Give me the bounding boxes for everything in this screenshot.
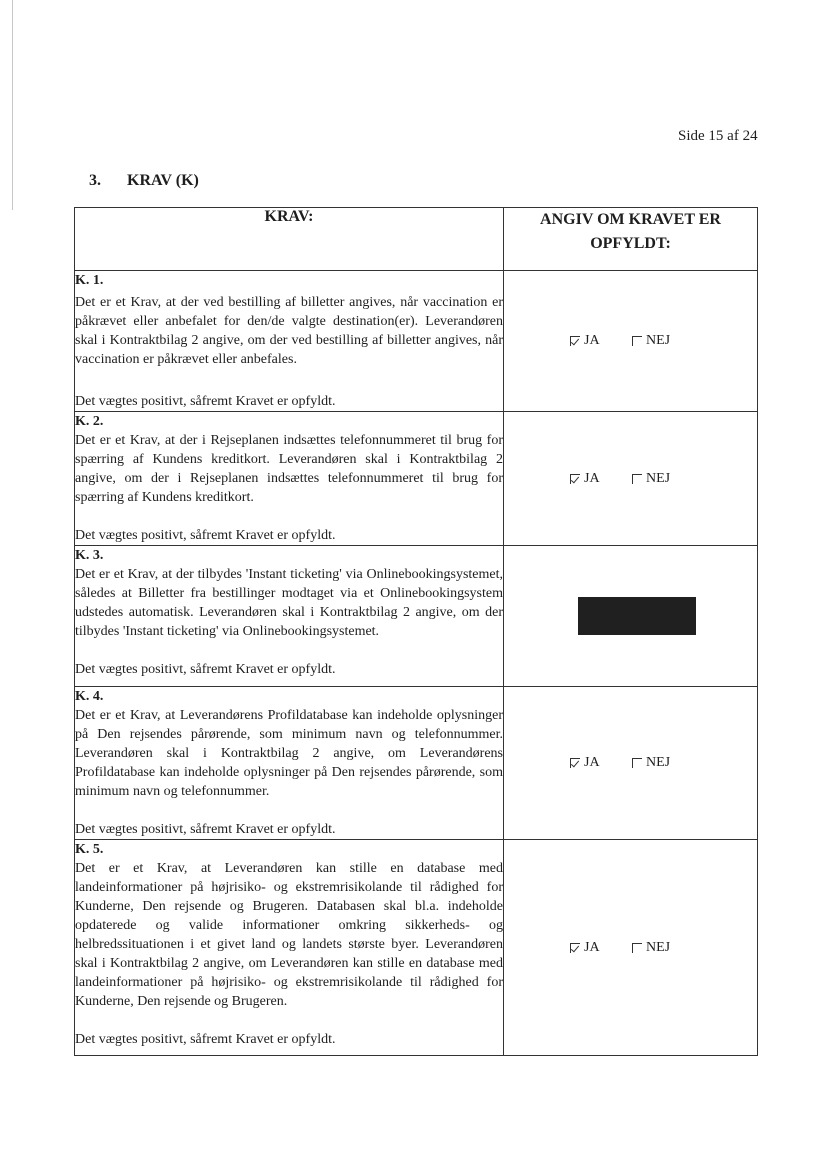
requirements-table: [74, 207, 758, 1056]
yes-label: JA: [584, 755, 600, 770]
checkbox-empty-icon[interactable]: [632, 474, 642, 484]
header-krav: KRAV:: [75, 208, 504, 271]
yes-label: JA: [584, 939, 600, 955]
checkbox-checked-icon[interactable]: [570, 336, 580, 346]
requirement-cell: [75, 271, 504, 412]
table-row: [75, 271, 758, 412]
table-row: [75, 687, 758, 840]
checkbox-checked-icon[interactable]: [570, 474, 580, 484]
checkbox-checked-icon[interactable]: [570, 758, 580, 768]
requirement-text: Det er et Krav, at der ved bestilling af billetter angives, når vaccination er påkrævet eller anbefalet for den/de valgte destination(er). Leverandøren skal i Kontraktbilag 2 angive, om der ved bestilling af billetter angives, når vaccination er påkrævet eller anbefales.: [75, 295, 503, 367]
yes-label: JA: [584, 333, 600, 348]
answer-cell-redacted: [504, 546, 758, 687]
checkbox-empty-icon[interactable]: [632, 336, 642, 346]
table-row: [75, 546, 758, 687]
requirement-note: Det vægtes positivt, såfremt Kravet er opfyldt.: [75, 662, 336, 677]
answer-options: [504, 755, 757, 771]
requirement-text: Det er et Krav, at Leverandøren kan stille en database med landeinformationer på højrisiko- og ekstremrisikolande til rådighed for Kunderne, Den rejsende og Brugeren. Databasen skal bl.a. indeholde opdaterede og valide informationer omkring sikkerheds- og helbredssituationen i et givet land og landets største byer. Leverandøren skal i Kontraktbilag 2 angive, om Leverandøren kan stille en database med landeinformationer på højrisiko- og ekstremrisikolande til rådighed for Kunderne, Den rejsende og Brugeren.: [75, 861, 503, 1009]
requirement-id: K. 5.: [75, 842, 104, 857]
yes-option[interactable]: [570, 471, 630, 487]
no-option[interactable]: [632, 471, 670, 487]
answer-cell: [504, 687, 758, 840]
table-header-row: [75, 208, 758, 271]
header-opfyldt-line1: ANGIV OM KRAVET ER: [540, 211, 721, 228]
section-number: 3.: [89, 172, 101, 189]
requirement-cell: [75, 546, 504, 687]
answer-options: [504, 940, 757, 956]
requirement-note: Det vægtes positivt, såfremt Kravet er opfyldt.: [75, 528, 336, 543]
requirement-note: Det vægtes positivt, såfremt Kravet er opfyldt.: [75, 394, 336, 409]
table-row: [75, 840, 758, 1056]
header-opfyldt-line2: OPFYLDT:: [590, 235, 671, 252]
requirement-id: K. 1.: [75, 273, 104, 288]
answer-cell: [504, 412, 758, 546]
yes-option[interactable]: [570, 333, 630, 349]
requirement-id: K. 2.: [75, 414, 104, 429]
requirement-note: Det vægtes positivt, såfremt Kravet er opfyldt.: [75, 822, 336, 837]
yes-label: JA: [584, 470, 600, 486]
requirement-cell: [75, 840, 504, 1056]
header-opfyldt: [504, 208, 758, 271]
no-option[interactable]: [632, 333, 670, 349]
yes-option[interactable]: [570, 755, 630, 771]
no-option[interactable]: [632, 940, 670, 956]
page-number: Side 15 af 24: [678, 128, 758, 144]
section-title: KRAV (K): [127, 172, 199, 189]
requirement-id: K. 3.: [75, 548, 104, 563]
requirement-text: Det er et Krav, at Leverandørens Profildatabase kan indeholde oplysninger på Den rejsendes pårørende, som minimum navn og telefonnummer. Leverandøren skal i Kontraktbilag 2 angive, om Leverandørens Profildatabase kan indeholde oplysninger på Den rejsendes pårørende, som minimum navn og telefonnummer.: [75, 708, 503, 799]
no-label: NEJ: [646, 755, 671, 770]
margin-line: [12, 0, 13, 210]
no-label: NEJ: [646, 333, 671, 348]
checkbox-empty-icon[interactable]: [632, 758, 642, 768]
requirement-text: Det er et Krav, at der tilbydes 'Instant ticketing' via Onlinebookingsystemet, således at Billetter fra bestillinger modtaget via et Onlinebookingsystem udstedes automatisk. Leverandøren skal i Kontraktbilag 2 angive, om der tilbydes 'Instant ticketing' via Onlinebookingsystemet.: [75, 567, 503, 639]
checkbox-empty-icon[interactable]: [632, 943, 642, 953]
answer-options: [504, 471, 757, 487]
section-heading: [89, 172, 199, 190]
requirement-id: K. 4.: [75, 689, 104, 704]
redaction-block: [578, 597, 696, 635]
no-label: NEJ: [646, 470, 671, 486]
table-row: [75, 412, 758, 546]
no-option[interactable]: [632, 755, 670, 771]
answer-cell: [504, 271, 758, 412]
requirement-cell: [75, 687, 504, 840]
yes-option[interactable]: [570, 940, 630, 956]
answer-cell: [504, 840, 758, 1056]
answer-options: [504, 333, 757, 349]
no-label: NEJ: [646, 939, 671, 955]
requirement-cell: [75, 412, 504, 546]
requirement-note: Det vægtes positivt, såfremt Kravet er opfyldt.: [75, 1032, 336, 1047]
checkbox-checked-icon[interactable]: [570, 943, 580, 953]
requirement-text: Det er et Krav, at der i Rejseplanen indsættes telefonnummeret til brug for spærring af Kundens kreditkort. Leverandøren skal i Kontraktbilag 2 angive, om der i Rejseplanen indsættes telefonnummeret til brug for spærring af Kundens kreditkort.: [75, 433, 503, 505]
